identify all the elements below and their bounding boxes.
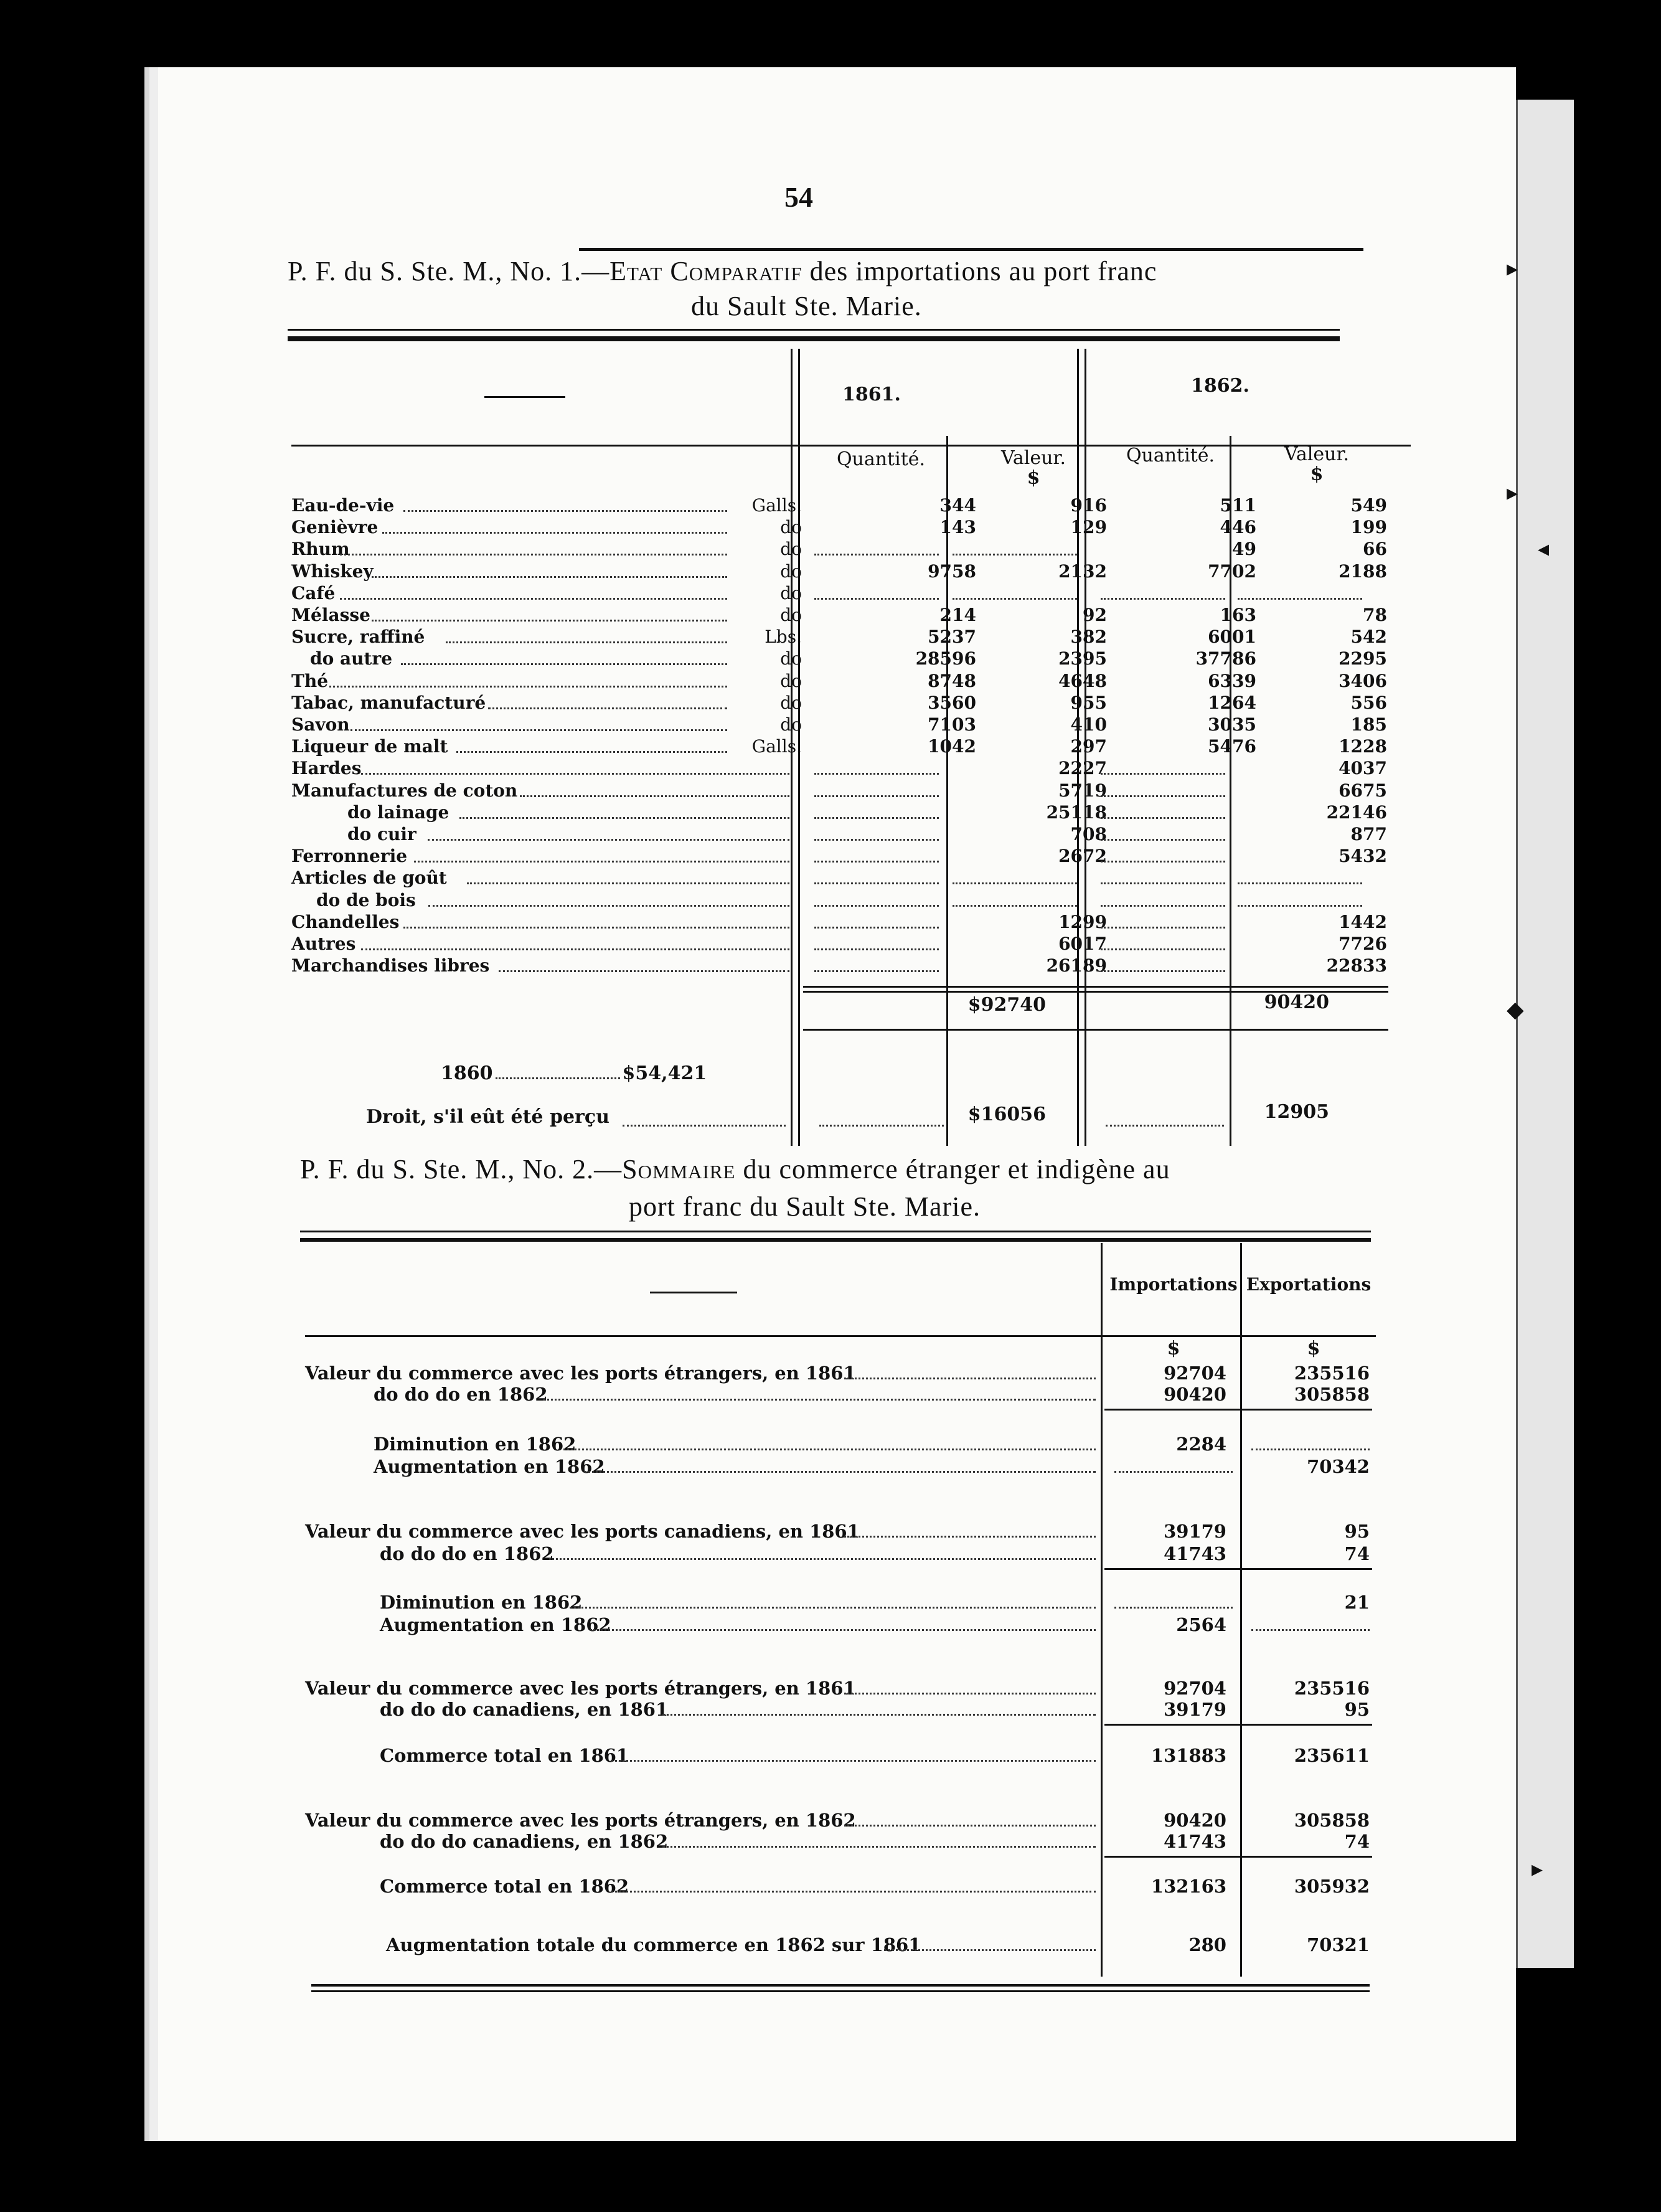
table2-row	[305, 1521, 1376, 1543]
qty-1862: 446	[1220, 517, 1256, 538]
table2-row	[305, 1614, 1376, 1636]
row-label: Articles de goût	[291, 867, 447, 889]
table1-row	[291, 867, 1406, 889]
row-label: Valeur du commerce avec les ports canadiens, en 1861	[305, 1521, 860, 1542]
exportations-value: 235516	[1294, 1678, 1370, 1699]
table1-row	[291, 802, 1406, 824]
row-leader	[488, 694, 727, 709]
exportations-value: 305932	[1294, 1876, 1370, 1897]
table1-row	[291, 736, 1406, 758]
qty-1862: 6001	[1208, 626, 1256, 648]
table1-title	[288, 255, 1157, 287]
table1-row	[291, 846, 1406, 867]
table2-row	[305, 1831, 1376, 1853]
empty-qty-1861	[814, 782, 939, 797]
title-rule-top	[579, 248, 1363, 251]
col-qty-1861: Quantité.	[836, 448, 926, 470]
row-label: Autres	[291, 933, 356, 954]
qty-1862: 7702	[1208, 560, 1256, 582]
row-label: Commerce total en 1862	[380, 1876, 629, 1897]
value-1861: 5719	[1058, 780, 1107, 801]
row-leader	[520, 782, 789, 797]
row-leader	[446, 628, 727, 643]
empty-qty-1861	[814, 891, 939, 907]
exportations-value: 21	[1344, 1592, 1370, 1613]
row-leader	[361, 935, 789, 950]
row-unit: do	[780, 560, 802, 582]
total-value-1862: 90420	[1264, 991, 1329, 1013]
row-label: do do do en 1862	[374, 1384, 548, 1405]
table2-title-lead: P. F. du S. Ste. M., No. 2.—	[300, 1154, 623, 1184]
value-1862: 549	[1350, 495, 1387, 516]
duty-value-1862: 12905	[1264, 1101, 1329, 1123]
value-1862: 66	[1363, 539, 1387, 560]
subtotal-rule	[1104, 1409, 1372, 1411]
row-leader	[590, 1615, 1096, 1631]
row-leader	[884, 1936, 1096, 1951]
title-rule-1	[288, 329, 1340, 331]
row-leader	[403, 913, 789, 929]
row-leader	[662, 1832, 1096, 1848]
qty-1862: 37786	[1195, 648, 1256, 669]
qty-1861: 214	[939, 605, 976, 625]
row-unit: do	[780, 539, 802, 560]
exportations-value: 95	[1344, 1521, 1370, 1542]
value-1861: 129	[1070, 517, 1107, 538]
row-leader	[428, 891, 789, 907]
table1-row	[291, 824, 1406, 846]
stub-dash	[484, 396, 565, 398]
empty-qty-1861	[814, 825, 939, 841]
empty-qty-1862	[1101, 759, 1225, 775]
empty-qty-1861	[814, 869, 939, 884]
row-leader	[403, 496, 727, 512]
subtotal-rule	[1104, 1724, 1372, 1726]
table1-row	[291, 692, 1406, 714]
row-leader	[414, 847, 789, 863]
value-1862: 5432	[1339, 846, 1387, 867]
row-leader	[459, 803, 789, 819]
value-1861: 297	[1070, 736, 1107, 757]
qty-1861: 9758	[928, 560, 976, 582]
table2-title-rest: du commerce étranger et indigène au	[735, 1154, 1170, 1184]
empty-exportations	[1251, 1615, 1370, 1631]
value-1862: 4037	[1339, 758, 1387, 779]
row-label: do lainage	[347, 801, 449, 823]
table2-row	[305, 1678, 1376, 1699]
empty-value-1861	[953, 584, 1077, 600]
value-1862: 877	[1350, 824, 1387, 844]
duty-value-1861: $16056	[967, 1104, 1046, 1125]
table2-row	[305, 1876, 1376, 1898]
col-val-1861: Valeur.	[1000, 447, 1066, 469]
year-1860-label: 1860	[441, 1062, 493, 1084]
t2-header-rule	[305, 1335, 1376, 1337]
table2-title-caps: Sommaire	[622, 1154, 736, 1184]
margin-mark: ▸	[1507, 480, 1518, 505]
duty-leader	[623, 1111, 786, 1127]
empty-value-1861	[953, 869, 1077, 884]
value-1862: 3406	[1339, 670, 1387, 691]
qty-1862: 1264	[1208, 692, 1256, 713]
table1-row	[291, 539, 1406, 560]
empty-qty-1862	[1101, 913, 1225, 929]
empty-qty-1861	[814, 803, 939, 819]
empty-qty-1861	[814, 957, 939, 972]
table2-row	[305, 1699, 1376, 1721]
row-leader	[340, 540, 727, 555]
row-label: Sucre, raffiné	[291, 626, 425, 648]
exportations-value: 70321	[1307, 1934, 1370, 1955]
currency-1862: $	[1310, 463, 1324, 485]
table2-title-line2: port franc du Sault Ste. Marie.	[629, 1191, 981, 1222]
qty-1862: 163	[1220, 605, 1256, 625]
table2-row	[305, 1745, 1376, 1767]
value-1862: 1442	[1339, 911, 1387, 932]
table2-row	[305, 1592, 1376, 1614]
row-label: Valeur du commerce avec les ports étrangers, en 1861	[305, 1678, 856, 1699]
empty-qty-1862	[1101, 803, 1225, 819]
currency-1861: $	[1027, 467, 1040, 489]
table1-row	[291, 758, 1406, 780]
row-leader	[467, 869, 789, 884]
t2-title-rule-2	[300, 1238, 1371, 1242]
row-unit: do	[780, 692, 802, 713]
importations-value: 90420	[1164, 1810, 1226, 1831]
row-label: do do do canadiens, en 1862	[380, 1831, 669, 1852]
qty-1862: 49	[1232, 539, 1256, 560]
t2-title-rule-1	[300, 1231, 1371, 1232]
value-1862: 542	[1350, 626, 1387, 648]
importations-value: 92704	[1164, 1678, 1226, 1699]
empty-qty-1862	[1101, 935, 1225, 950]
value-1861: 382	[1070, 626, 1107, 648]
row-label: Valeur du commerce avec les ports étrangers, en 1861	[305, 1363, 856, 1384]
empty-exportations	[1251, 1435, 1370, 1450]
row-label: Genièvre	[291, 517, 379, 538]
margin-mark: ▸	[1507, 256, 1518, 281]
table1-row	[291, 933, 1406, 955]
row-label: Savon	[291, 714, 350, 735]
value-1861: 92	[1083, 605, 1107, 625]
table2-row	[305, 1434, 1376, 1455]
importations-value: 131883	[1150, 1745, 1226, 1766]
importations-value: 41743	[1164, 1543, 1226, 1564]
page-number: 54	[784, 181, 813, 213]
qty-1861: 8748	[928, 670, 976, 691]
table1-title-lead: P. F. du S. Ste. M., No. 1.—	[288, 256, 610, 286]
table2-row	[305, 1456, 1376, 1478]
value-1862: 78	[1363, 605, 1387, 625]
row-unit: do	[780, 714, 802, 735]
value-1861: 1299	[1058, 911, 1107, 932]
total-rule-top	[803, 986, 1388, 988]
row-unit: do	[780, 670, 802, 691]
row-label: Diminution en 1862	[374, 1434, 576, 1455]
year-1862-header: 1862.	[1191, 375, 1249, 397]
total-rule-bottom	[803, 1029, 1388, 1031]
row-label: Manufactures de coton	[291, 780, 518, 801]
row-label: Commerce total en 1861	[380, 1745, 629, 1766]
importations-value: 92704	[1164, 1363, 1226, 1384]
table1-row	[291, 890, 1406, 912]
row-unit: Galls.	[751, 495, 802, 516]
empty-value-1862	[1238, 891, 1362, 907]
row-label: Liqueur de malt	[291, 736, 448, 757]
row-label: Augmentation totale du commerce en 1862 sur 1861	[386, 1934, 921, 1955]
empty-qty-1862	[1101, 825, 1225, 841]
qty-1861: 3560	[928, 692, 976, 713]
value-1861: 410	[1070, 714, 1107, 735]
value-1862: 7726	[1339, 933, 1387, 954]
margin-mark: ◆	[1507, 997, 1524, 1022]
row-leader	[372, 606, 727, 622]
qty-1862: 3035	[1208, 714, 1256, 735]
year-1861-header: 1861.	[842, 384, 901, 405]
row-leader	[611, 1877, 1096, 1893]
t2-stub-dash	[650, 1292, 737, 1293]
qty-1862: 5476	[1208, 736, 1256, 757]
row-label: do autre	[310, 648, 393, 669]
col-importations: Importations	[1109, 1274, 1238, 1295]
value-1861: 2132	[1058, 560, 1107, 582]
row-leader	[844, 1522, 1096, 1538]
row-leader	[401, 650, 727, 665]
duty-label: Droit, s'il eût été perçu	[366, 1106, 609, 1128]
table1-row	[291, 780, 1406, 802]
empty-value-1862	[1238, 869, 1362, 884]
row-leader	[584, 1457, 1096, 1473]
row-unit: do	[780, 648, 802, 669]
table2-row	[305, 1934, 1376, 1956]
value-1862: 556	[1350, 692, 1387, 713]
col-val-1862: Valeur.	[1284, 443, 1350, 465]
row-label: Thé	[291, 670, 329, 691]
table1-row	[291, 605, 1406, 626]
margin-mark: ◂	[1538, 536, 1550, 561]
row-leader	[549, 1544, 1096, 1560]
adjacent-page-edge	[1514, 100, 1574, 1968]
value-1862: 185	[1350, 714, 1387, 735]
value-1862: 22833	[1326, 955, 1387, 976]
row-leader	[340, 584, 727, 600]
row-label: Marchandises libres	[291, 955, 490, 976]
table1-row	[291, 495, 1406, 517]
table1-row	[291, 648, 1406, 670]
row-label: Ferronnerie	[291, 846, 408, 867]
importations-value: 41743	[1164, 1831, 1226, 1852]
qty-1862: 511	[1220, 495, 1256, 516]
value-1861: 2395	[1058, 648, 1107, 669]
row-label: Hardes	[291, 758, 362, 779]
row-label: do de bois	[316, 889, 416, 910]
exportations-value: 70342	[1307, 1456, 1370, 1477]
row-leader	[499, 957, 789, 972]
exportations-value: 95	[1344, 1699, 1370, 1720]
empty-qty-1862	[1101, 957, 1225, 972]
duty-leader-qty62	[1106, 1111, 1224, 1127]
empty-value-1861	[953, 891, 1077, 907]
row-label: do do do en 1862	[380, 1543, 554, 1564]
table2-row	[305, 1543, 1376, 1565]
empty-qty-1862	[1101, 782, 1225, 797]
table2-row	[305, 1810, 1376, 1832]
exportations-value: 235516	[1294, 1363, 1370, 1384]
value-1862: 2295	[1339, 648, 1387, 669]
row-label: Valeur du commerce avec les ports étrangers, en 1862	[305, 1810, 856, 1831]
table1-row	[291, 626, 1406, 648]
empty-value-1861	[953, 540, 1077, 555]
importations-value: 280	[1188, 1934, 1226, 1955]
value-1862: 199	[1350, 517, 1387, 538]
exportations-value: 305858	[1294, 1810, 1370, 1831]
row-leader	[382, 518, 727, 534]
importations-value: 132163	[1150, 1876, 1226, 1897]
qty-1861: 28596	[915, 648, 976, 669]
row-leader	[611, 1746, 1096, 1762]
value-1861: 4648	[1058, 670, 1107, 691]
value-1862: 6675	[1339, 780, 1387, 801]
empty-qty-1861	[814, 935, 939, 950]
empty-qty-1861	[814, 584, 939, 600]
table1-title-caps: Etat Comparatif	[609, 256, 802, 286]
table2-title	[300, 1153, 1170, 1185]
row-label: Diminution en 1862	[380, 1592, 583, 1613]
row-label: Whiskey	[291, 560, 374, 582]
table2-row	[305, 1384, 1376, 1406]
empty-importations	[1114, 1457, 1233, 1473]
table1-row	[291, 561, 1406, 583]
table1-row	[291, 671, 1406, 692]
table1-title-line2: du Sault Ste. Marie.	[691, 291, 922, 321]
t2-currency-imp: $	[1167, 1338, 1180, 1359]
value-1862: 22146	[1326, 801, 1387, 823]
row-label: Tabac, manufacturé	[291, 692, 486, 713]
t2-bottom-rule-2	[311, 1990, 1370, 1992]
table1-row	[291, 714, 1406, 736]
row-label: Rhum	[291, 539, 350, 560]
row-label: Eau-de-vie	[291, 495, 395, 516]
qty-1861: 143	[939, 517, 976, 538]
empty-qty-1861	[814, 847, 939, 863]
exportations-value: 305858	[1294, 1384, 1370, 1405]
empty-qty-1862	[1101, 584, 1225, 600]
title-rule-2	[288, 336, 1340, 341]
empty-qty-1862	[1101, 847, 1225, 863]
empty-qty-1862	[1101, 869, 1225, 884]
col-qty-1862: Quantité.	[1126, 445, 1215, 466]
empty-qty-1862	[1101, 891, 1225, 907]
table1-row	[291, 955, 1406, 977]
qty-1861: 5237	[928, 626, 976, 648]
row-unit: do	[780, 605, 802, 625]
subtotal-rule	[1104, 1568, 1372, 1570]
row-leader	[361, 759, 789, 775]
value-1861: 916	[1070, 495, 1107, 516]
row-leader	[844, 1364, 1096, 1379]
year-1860-row	[441, 1062, 707, 1084]
exportations-value: 235611	[1294, 1745, 1370, 1766]
year-1860-value: $54,421	[622, 1062, 707, 1084]
empty-qty-1861	[814, 913, 939, 929]
row-leader	[329, 672, 727, 688]
row-leader	[563, 1435, 1096, 1450]
row-label: Chandelles	[291, 911, 400, 932]
value-1861: 6017	[1058, 933, 1107, 954]
subtotal-rule	[1104, 1856, 1372, 1858]
t2-bottom-rule	[311, 1984, 1370, 1987]
importations-value: 39179	[1164, 1699, 1226, 1720]
value-1862: 1228	[1339, 736, 1387, 757]
row-label: Café	[291, 582, 336, 603]
row-leader	[662, 1700, 1096, 1716]
value-1861: 708	[1070, 824, 1107, 844]
importations-value: 2564	[1176, 1614, 1226, 1635]
value-1862: 2188	[1339, 560, 1387, 582]
exportations-value: 74	[1344, 1543, 1370, 1564]
value-1861: 25118	[1046, 801, 1107, 823]
importations-value: 39179	[1164, 1521, 1226, 1542]
empty-qty-1861	[814, 759, 939, 775]
importations-value: 90420	[1164, 1384, 1226, 1405]
empty-value-1862	[1238, 584, 1362, 600]
row-leader	[543, 1385, 1096, 1401]
value-1861: 2227	[1058, 758, 1107, 779]
col-exportations: Exportations	[1246, 1274, 1372, 1295]
table1-row	[291, 583, 1406, 605]
row-label: do do do canadiens, en 1861	[380, 1699, 669, 1720]
empty-importations	[1114, 1593, 1233, 1609]
table1-title-rest: des importations au port franc	[802, 256, 1157, 286]
value-1861: 955	[1070, 692, 1107, 713]
row-leader	[844, 1679, 1096, 1694]
total-value-1861: $92740	[967, 994, 1046, 1016]
row-leader	[844, 1811, 1096, 1827]
t2-currency-exp: $	[1307, 1338, 1320, 1359]
empty-qty-1861	[814, 540, 939, 555]
qty-1861: 1042	[928, 736, 976, 757]
exportations-value: 74	[1344, 1831, 1370, 1852]
table1-row	[291, 517, 1406, 539]
row-label: Augmentation en 1862	[374, 1456, 605, 1477]
importations-value: 2284	[1176, 1434, 1226, 1455]
margin-mark: ▸	[1532, 1856, 1543, 1881]
duty-leader-qty61	[819, 1111, 944, 1127]
table1-row	[291, 912, 1406, 933]
row-unit: do	[780, 517, 802, 538]
qty-1861: 7103	[928, 714, 976, 735]
value-1861: 26189	[1046, 955, 1107, 976]
row-unit: Lbs.	[765, 626, 802, 648]
row-leader	[372, 562, 727, 578]
row-unit: Galls.	[751, 736, 802, 757]
row-unit: do	[780, 582, 802, 603]
row-leader	[428, 825, 789, 841]
row-label: do cuir	[347, 824, 416, 844]
value-1861: 2672	[1058, 846, 1107, 867]
row-leader	[351, 716, 727, 731]
qty-1861: 344	[939, 495, 976, 516]
qty-1862: 6339	[1208, 670, 1256, 691]
row-label: Mélasse	[291, 605, 370, 625]
row-label: Augmentation en 1862	[380, 1614, 611, 1635]
row-leader	[456, 737, 727, 753]
table2-row	[305, 1363, 1376, 1384]
row-leader	[570, 1593, 1096, 1609]
